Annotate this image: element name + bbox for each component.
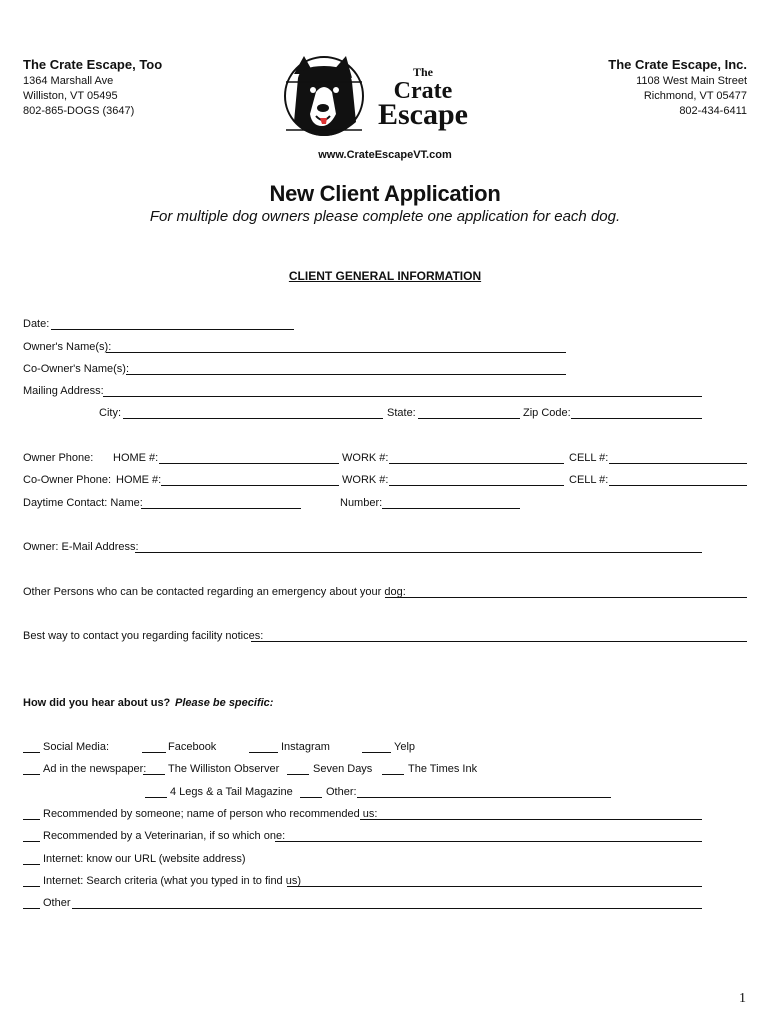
- co-owner-cell-label: CELL #:: [569, 474, 609, 486]
- logo-word-crate: Crate: [393, 78, 453, 104]
- recommended-vet-label: Recommended by a Veterinarian, if so which one:: [43, 830, 286, 842]
- daytime-number-field[interactable]: [382, 508, 520, 509]
- page-subtitle: For multiple dog owners please complete one application for each dog.: [149, 208, 621, 225]
- co-owners-name-field[interactable]: [126, 374, 566, 375]
- internet-url-label: Internet: know our URL (website address): [43, 853, 246, 865]
- best-way-label: Best way to contact you regarding facility notices:: [23, 630, 264, 642]
- social-media-label: Social Media:: [43, 741, 110, 753]
- page-title: New Client Application: [269, 181, 501, 206]
- co-owner-home-field[interactable]: [161, 485, 339, 486]
- city-label: City:: [99, 407, 121, 419]
- williston-observer-label: The Williston Observer: [168, 763, 280, 775]
- left-address-line1: 1364 Marshall Ave: [23, 75, 114, 87]
- times-ink-label: The Times Ink: [408, 763, 478, 775]
- social-media-check[interactable]: [23, 752, 40, 753]
- other-label: Other: [43, 897, 71, 909]
- recommended-someone-check[interactable]: [23, 819, 40, 820]
- zip-field[interactable]: [571, 418, 702, 419]
- instagram-label: Instagram: [281, 741, 330, 753]
- co-owners-name-label: Co-Owner's Name(s):: [23, 363, 130, 375]
- page-number: 1: [739, 991, 746, 1006]
- date-field[interactable]: [51, 329, 294, 330]
- instagram-check[interactable]: [249, 752, 278, 753]
- recommended-someone-field[interactable]: [360, 819, 702, 820]
- logo-word-the: The: [412, 65, 434, 79]
- right-address-line2: Richmond, VT 05477: [643, 90, 747, 102]
- owner-work-field[interactable]: [389, 463, 564, 464]
- mailing-address-field[interactable]: [103, 396, 702, 397]
- daytime-number-label: Number:: [340, 497, 383, 509]
- dog-emblem-icon: [285, 56, 363, 136]
- left-location-name: The Crate Escape, Too: [23, 57, 163, 72]
- yelp-label: Yelp: [394, 741, 416, 753]
- daytime-contact-label: Daytime Contact: Name:: [23, 497, 143, 509]
- crate-escape-logo: [280, 52, 490, 144]
- owner-home-label: HOME #:: [113, 452, 159, 464]
- seven-days-label: Seven Days: [313, 763, 373, 775]
- right-address-line1: 1108 West Main Street: [636, 75, 747, 87]
- logo-word-escape: Escape: [378, 98, 468, 131]
- williston-observer-check[interactable]: [143, 774, 165, 775]
- internet-url-check[interactable]: [23, 864, 40, 865]
- right-location-name: The Crate Escape, Inc.: [608, 57, 747, 72]
- daytime-contact-name-field[interactable]: [141, 508, 301, 509]
- newspaper-label: Ad in the newspaper:: [43, 763, 147, 775]
- other-field[interactable]: [72, 908, 702, 909]
- owners-name-label: Owner's Name(s):: [23, 341, 112, 353]
- four-legs-label: 4 Legs & a Tail Magazine: [170, 786, 293, 798]
- left-phone: 802-865-DOGS (3647): [23, 105, 135, 117]
- email-label: Owner: E-Mail Address:: [23, 541, 139, 553]
- owner-work-label: WORK #:: [342, 452, 389, 464]
- facebook-label: Facebook: [168, 741, 217, 753]
- internet-search-field[interactable]: [287, 886, 702, 887]
- right-phone: 802-434-6411: [679, 105, 747, 117]
- internet-search-label: Internet: Search criteria (what you typed in to find us): [43, 875, 302, 887]
- other-magazine-label: Other:: [326, 786, 357, 798]
- four-legs-check[interactable]: [145, 797, 167, 798]
- state-field[interactable]: [418, 418, 520, 419]
- section-heading: CLIENT GENERAL INFORMATION: [288, 269, 482, 283]
- yelp-check[interactable]: [362, 752, 391, 753]
- zip-label: Zip Code:: [523, 407, 571, 419]
- newspaper-check[interactable]: [23, 774, 40, 775]
- mailing-address-label: Mailing Address:: [23, 385, 104, 397]
- co-owner-cell-field[interactable]: [609, 485, 747, 486]
- co-owner-work-label: WORK #:: [342, 474, 389, 486]
- seven-days-check[interactable]: [287, 774, 309, 775]
- state-label: State:: [387, 407, 416, 419]
- city-field[interactable]: [123, 418, 383, 419]
- internet-search-check[interactable]: [23, 886, 40, 887]
- left-address-line2: Williston, VT 05495: [23, 90, 118, 102]
- hear-about-question: How did you hear about us?: [23, 697, 171, 709]
- other-check[interactable]: [23, 908, 40, 909]
- owner-cell-field[interactable]: [609, 463, 747, 464]
- other-persons-field[interactable]: [385, 597, 747, 598]
- date-label: Date:: [23, 318, 50, 330]
- owners-name-field[interactable]: [106, 352, 566, 353]
- other-magazine-field[interactable]: [357, 797, 611, 798]
- recommended-someone-label: Recommended by someone; name of person who recommended us:: [43, 808, 378, 820]
- times-ink-check[interactable]: [382, 774, 404, 775]
- recommended-vet-check[interactable]: [23, 841, 40, 842]
- owner-cell-label: CELL #:: [569, 452, 609, 464]
- facebook-check[interactable]: [142, 752, 166, 753]
- email-field[interactable]: [135, 552, 702, 553]
- recommended-vet-field[interactable]: [275, 841, 702, 842]
- co-owner-work-field[interactable]: [389, 485, 564, 486]
- owner-phone-label: Owner Phone:: [23, 452, 94, 464]
- best-way-field[interactable]: [251, 641, 747, 642]
- owner-home-field[interactable]: [159, 463, 339, 464]
- other-persons-label: Other Persons who can be contacted regarding an emergency about your dog:: [23, 586, 406, 598]
- hear-about-specific: Please be specific:: [175, 697, 274, 709]
- co-owner-home-label: HOME #:: [116, 474, 162, 486]
- other-magazine-check[interactable]: [300, 797, 322, 798]
- website[interactable]: www.CrateEscapeVT.com: [318, 149, 452, 161]
- co-owner-phone-label: Co-Owner Phone:: [23, 474, 112, 486]
